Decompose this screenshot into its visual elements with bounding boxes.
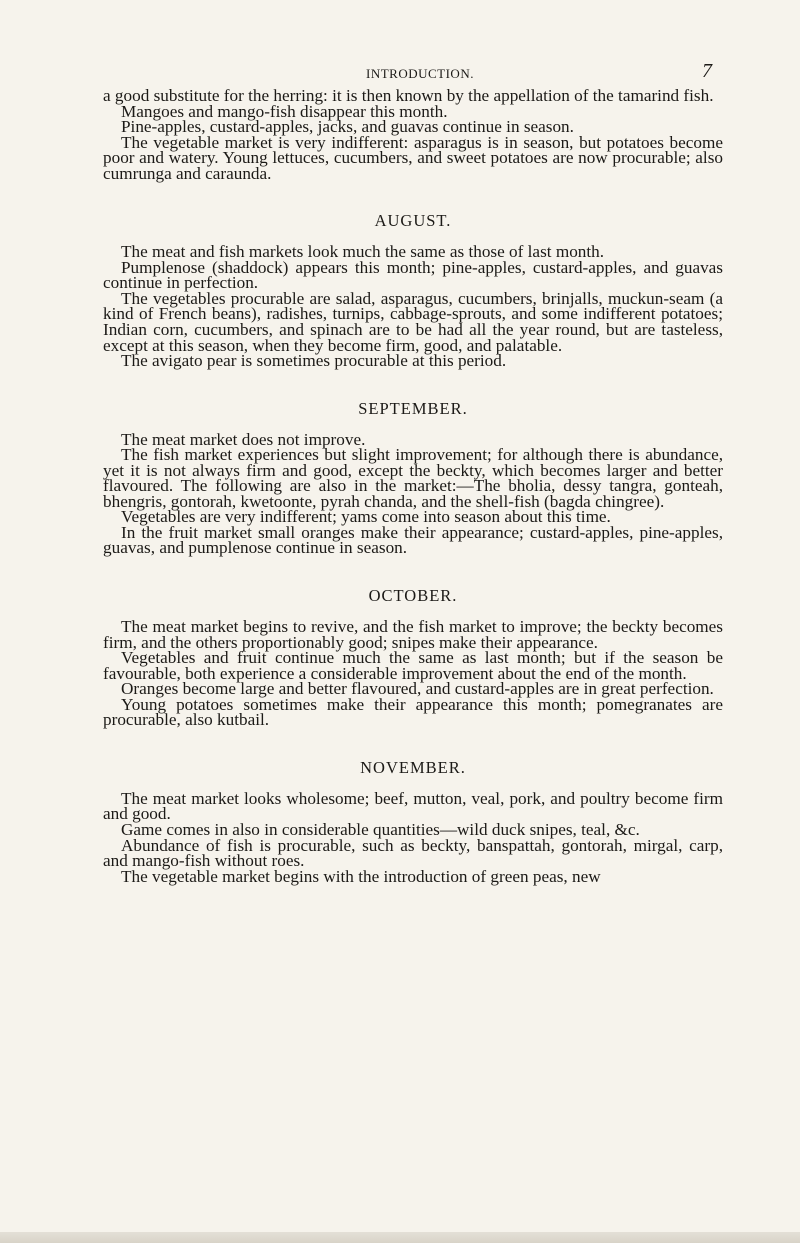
september-section — [103, 400, 723, 556]
section-heading-august: AUGUST. — [374, 211, 452, 231]
section-heading-october: OCTOBER. — [368, 586, 458, 606]
paragraph: Abundance of fish is procurable, such as beckty, banspattah, gontorah, mirgal, carp, and mango-fish without roes. — [103, 835, 723, 871]
section-heading-november: NOVEMBER. — [360, 757, 466, 777]
page-bottom-edge — [0, 1232, 800, 1243]
running-title: INTRODUCTION. — [366, 66, 474, 81]
paragraph: In the fruit market small oranges make their appearance; custard-apples, pine-apples, guavas, and pumplenose continue in season. — [103, 522, 723, 558]
october-section — [103, 587, 723, 728]
paragraph: Pine-apples, custard-apples, jacks, and guavas continue in season. — [121, 117, 574, 137]
paragraph: The meat market does not improve. — [121, 429, 366, 449]
paragraph: The meat and fish markets look much the same as those of last month. — [121, 242, 605, 262]
paragraph: Oranges become large and better flavoured, and custard-apples are in great perfection. — [121, 679, 714, 699]
paragraph: Game comes in also in considerable quantities—wild duck snipes, teal, &c. — [121, 819, 640, 839]
paragraph: Vegetables and fruit continue much the same as last month; but if the season be favourable, both experience a considerable improvement about the end of the month. — [103, 648, 723, 683]
intro-section — [103, 88, 723, 181]
paragraph: The vegetable market is very indifferent: asparagus is in season, but potatoes become poor and watery. Young lettuces, cucumbers, and sweet potatoes are now procurable; also cumrunga and caraunda. — [103, 132, 723, 183]
section-heading-september: SEPTEMBER. — [358, 398, 468, 418]
paragraph: The avigato pear is sometimes procurable at this period. — [121, 351, 507, 371]
paragraph: a good substitute for the herring: it is then known by the appellation of the tamarind fish. — [103, 86, 714, 105]
november-section — [103, 759, 723, 884]
paragraph: Vegetables are very indifferent; yams come into season about this time. — [121, 507, 611, 527]
page-number: 7 — [702, 60, 712, 82]
august-section — [103, 211, 723, 371]
paragraph: The vegetable market begins with the introduction of green peas, new — [121, 866, 601, 886]
paragraph: The vegetables procurable are salad, asparagus, cucumbers, brinjalls, muckun-seam (a kind of French beans), radishes, turnips, cabbage-sprouts, and some indifferent potatoes; Indian corn, cucumbers, and spinach are to be had all the year round, but are tasteless, except at this season, when they become firm, good, and palatable. — [103, 288, 723, 355]
paragraph: Pumplenose (shaddock) appears this month; pine-apples, custard-apples, and guavas continue in perfection. — [103, 257, 723, 293]
paragraph: The meat market looks wholesome; beef, mutton, veal, pork, and poultry become firm and good. — [103, 788, 723, 824]
paragraph: Young potatoes sometimes make their appearance this month; pomegranates are procurable, also kutbail. — [103, 694, 723, 730]
paragraph: The meat market begins to revive, and the fish market to improve; the beckty becomes firm, and the others proportionably good; snipes make their appearance. — [103, 617, 723, 652]
paragraph: Mangoes and mango-fish disappear this month. — [121, 101, 448, 121]
page-body — [103, 88, 723, 884]
paragraph: The fish market experiences but slight improvement; for although there is abundance, yet it is not always firm and good, except the beckty, which becomes larger and better flavoured. The following are also in the market:—The bholia, dessy tangra, gonteah, bhengris, gontorah, kwetoonte, pyrah chanda, and the shell-fish (bagda chingree). — [103, 445, 723, 511]
